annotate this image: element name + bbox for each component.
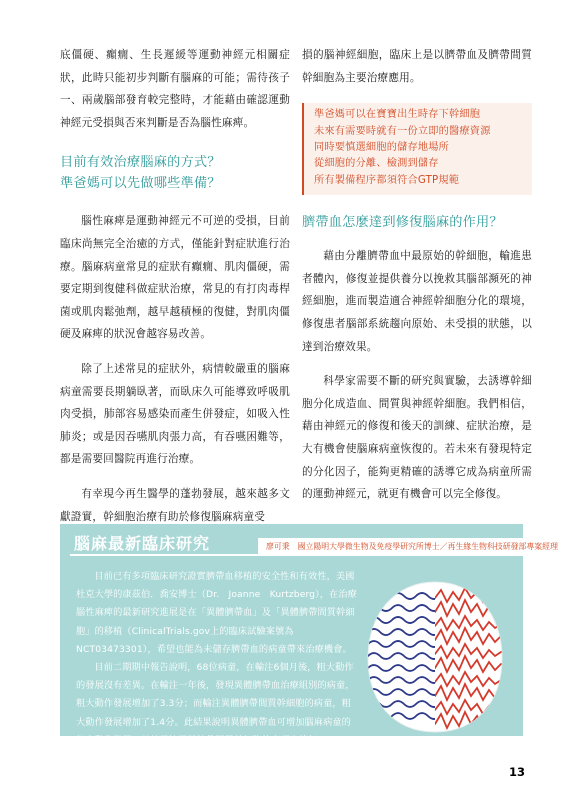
- right-column: [302, 44, 532, 518]
- research-title: 腦麻最新臨床研究: [74, 534, 211, 553]
- callout-line: 未來有需要時就有一份立即的醫療資源: [314, 125, 491, 137]
- paragraph-research: 科學家需要不斷的研究與實驗，去誘導幹細胞分化成造血、間質與神經幹細胞。我們相信，藉由神經元的修復和後天的訓練、症狀治療，是大有機會使腦麻病童恢復的。若未來有發現特定的分化因子，能夠更精確的誘導它成為病童所需的運動神經元，就更有機會可以完全修復。: [302, 375, 532, 501]
- page-number: 13: [509, 765, 526, 779]
- callout-line: 準爸媽可以在寶寶出生時存下幹細胞: [314, 109, 481, 121]
- title-underline: [70, 554, 260, 556]
- section-heading-repair: 臍帶血怎麼達到修復腦麻的作用？: [302, 215, 503, 231]
- research-text: [76, 568, 358, 750]
- research-paragraph-2: 目前二期期中報告說明，68位病童，在輸注6個月後，粗大動作的發展沒有差異。在輸注一年後，發現異體臍帶血治療組別的病童，粗大動作發展增加了3.3分；而輸注異體臍帶間質幹細胞的病童，粗大動作發展增加了1.4分。此結果說明異體臍帶血可增加腦麻病童的粗大動作發展，其效果比異體臍帶間質幹細胞的表現來的好。: [76, 662, 355, 746]
- paragraph-complications: 除了上述常見的症狀外，病情較嚴重的腦麻病童需要長期躺臥著，而臥床久可能導致呼吸肌肉受損，肺部容易感染而產生併發症，如吸入性肺炎；或是因吞嚥肌肉張力高，有吞嚥困難等，都是需要回醫院再進行治療。: [60, 362, 290, 466]
- paragraph-mechanism: 藉由分離臍帶血中最原始的幹細胞，輸進患者體內，修復並提供養分以挽救其腦部瀕死的神經細胞，進而製造適合神經幹細胞分化的環境，修復患者腦部系統趨向原始、未受損的狀態，以達到治療效果。: [302, 250, 532, 353]
- callout-line: 從細胞的分離、檢測到儲存: [314, 158, 439, 170]
- paragraph-regenerative: 有幸現今再生醫學的蓬勃發展，越來越多文獻證實，幹細胞治療有助於修復腦麻病童受: [60, 487, 290, 523]
- paragraph-symptoms: 腦性麻痺是運動神經元不可逆的受損，目前臨床尚無完全治癒的方式，僅能針對症狀進行治療。腦麻病童常見的症狀有癲癇、肌肉僵硬，需要定期到復健科做症狀治療，常見的有打肉毒桿菌或肌肉鬆弛劑，越早越積極的復健，對肌肉僵硬及麻痺的狀況會越容易改善。: [60, 215, 290, 341]
- brain-wave-illustration: [360, 576, 510, 736]
- section-heading-treatment: [60, 152, 290, 194]
- callout-line: 所有製備程序都須符合GTP規範: [314, 174, 460, 186]
- research-box: [60, 524, 558, 746]
- author-tag: 廖可秉 國立陽明大學微生物及免疫學研究所博士／再生緣生物科技研發部專案經理: [258, 538, 525, 556]
- heading-line-1: 目前有效治療腦麻的方式？: [60, 155, 221, 171]
- callout-line: 同時要慎選細胞的儲存地場所: [314, 142, 450, 153]
- research-title-bar: [60, 524, 558, 562]
- continuation-paragraph: 損的腦神經細胞，臨床上是以臍帶血及臍帶間質幹細胞為主要治療應用。: [302, 49, 532, 84]
- research-paragraph-1: 目前已有多項臨床研究證實臍帶血移植的安全性和有效性，美國杜克大學的康茲伯．喬安博士（Dr. Joanne Kurtzberg），在治療腦性麻痺的最新研究進展是在「異體臍帶血」及「異體臍帶間質幹細胞」的移植（ClinicalTrials.gov上的臨床試驗案號為NCT03473301），希望也能為未儲存臍帶血的病童帶來治療機會。: [76, 571, 357, 655]
- heading-line-2: 準爸媽可以先做哪些準備？: [60, 176, 221, 192]
- callout-box: [302, 103, 532, 195]
- intro-paragraph: 底僵硬、癲癇、生長遲緩等運動神經元相關症狀，此時只能初步判斷有腦麻的可能；需待孩子一、兩歲腦部發育較完整時，才能藉由確認運動神經元受損與否來判斷是否為腦性麻痺。: [60, 49, 290, 129]
- left-column: [60, 44, 290, 540]
